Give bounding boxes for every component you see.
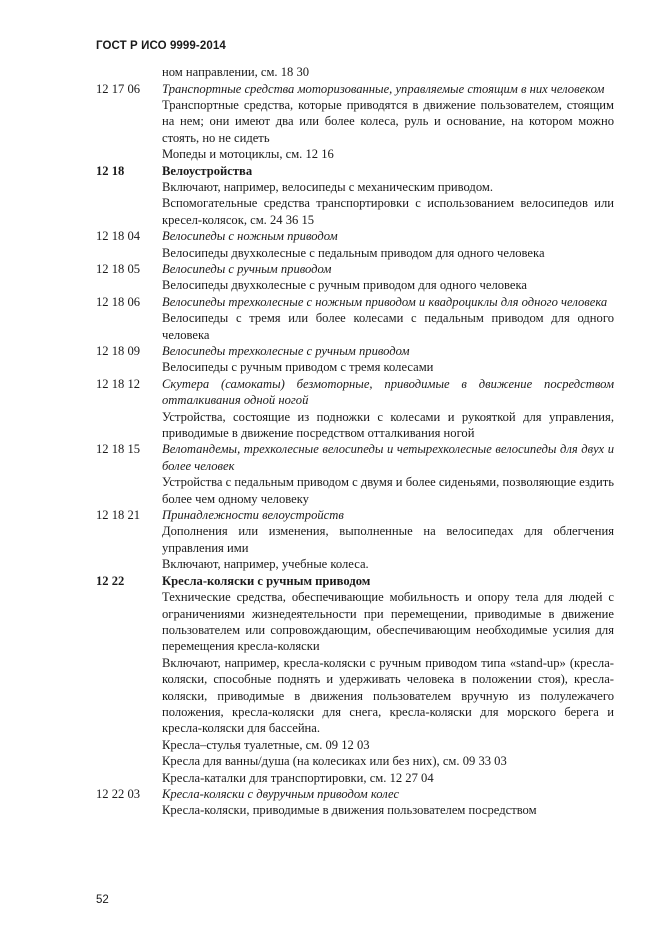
entry-code: 12 18 21 [96, 508, 141, 523]
entry-description: Дополнения или изменения, выполненные на велосипедах для облегчения управления ими [162, 524, 614, 555]
entry-body [162, 261, 614, 294]
entry-description: ном направлении, см. 18 30 [162, 65, 310, 79]
entry-body [162, 64, 614, 80]
entry-code: 12 22 03 [96, 786, 141, 801]
entry-description: Кресла-каталки для транспортировки, см. 12 27 04 [162, 770, 434, 785]
entry-title: Велосипеды трехколесные с ручным приводом [162, 344, 410, 358]
classification-entry [0, 441, 661, 507]
entry-code: 12 22 [96, 573, 125, 588]
entry-title: Велосипеды с ручным приводом [162, 261, 332, 276]
entry-title: Велотандемы, трехколесные велосипеды и четырехколесные велосипеды для двух и более человек [162, 442, 614, 473]
entry-title: Кресла-коляски с двуручным приводом колес [162, 786, 400, 801]
entry-body [162, 163, 614, 229]
entry-description: Кресла-коляски, приводимые в движения пользователем посредством [162, 803, 537, 818]
entry-description: Включают, например, велосипеды с механическим приводом. [162, 179, 493, 194]
entry-code: 12 18 06 [96, 294, 141, 309]
entry-description: Транспортные средства, которые приводятся в движение пользователем, стоящим на нем; они имеют два или более колеса, руль и основание, на котором можно стоять, но не сидеть [162, 97, 614, 145]
entry-code: 12 18 15 [96, 442, 141, 457]
entry-body [162, 294, 614, 343]
entry-description: Технические средства, обеспечивающие мобильность и опору тела для людей с ограничениями жизнедеятельности при перемещении, приводимые в движение пользователем или сопровождающим, обеспечивающим необходимые усилия для перемещения кресла-коляски [162, 590, 614, 654]
entry-body [162, 507, 614, 573]
classification-entry [0, 81, 661, 163]
entry-description: Вспомогательные средства транспортировки с использованием велосипедов или кресел-колясок, см. 24 36 15 [162, 196, 614, 227]
classification-entry [0, 376, 661, 442]
entry-body [162, 441, 614, 507]
entry-description: Включают, например, учебные колеса. [162, 557, 369, 572]
entry-description: Велосипеды с тремя или более колесами с педальным приводом для одного человека [162, 311, 614, 342]
classification-entry [0, 507, 661, 573]
entry-title: Принадлежности велоустройств [162, 508, 344, 523]
entry-body [162, 786, 614, 819]
classification-entry [0, 64, 661, 81]
entry-body [162, 343, 614, 376]
classification-entry [0, 261, 661, 294]
entry-body [162, 228, 614, 261]
entry-code: 12 18 12 [96, 376, 141, 391]
entry-description: Велосипеды двухколесные с педальным приводом для одного человека [162, 245, 545, 260]
standard-header: ГОСТ Р ИСО 9999-2014 [96, 40, 226, 52]
classification-entry [0, 343, 661, 376]
entry-description: Велосипеды с ручным приводом с тремя колесами [162, 360, 434, 375]
page-number: 52 [96, 894, 109, 906]
entry-body [162, 376, 614, 442]
entry-code: 12 18 04 [96, 229, 141, 244]
entry-description: Кресла для ванны/душа (на колесиках или без них), см. 09 33 03 [162, 754, 507, 769]
entry-code: 12 18 [96, 163, 125, 178]
entry-title: Скутера (самокаты) безмоторные, приводимые в движение посредством отталкивания одной ногой [162, 376, 614, 408]
entry-body [162, 81, 614, 163]
entry-description: Устройства, состоящие из подножки с колесами и рукояткой для управления, приводимые в движение посредством отталкивания ногой [162, 409, 614, 441]
entry-code: 12 17 06 [96, 81, 141, 96]
classification-entries [0, 64, 661, 819]
classification-entry [0, 786, 661, 819]
entry-title: Велоустройства [162, 163, 253, 178]
entry-body [162, 573, 614, 786]
entry-title: Кресла-коляски с ручным приводом [162, 573, 371, 588]
entry-description: Мопеды и мотоциклы, см. 12 16 [162, 147, 334, 162]
classification-entry [0, 163, 661, 229]
entry-description: Велосипеды двухколесные с ручным приводом для одного человека [162, 278, 528, 293]
classification-entry [0, 228, 661, 261]
entry-description: Включают, например, кресла-коляски с ручным приводом типа «stand-up» (кресла-коляски, способные поднять и удерживать человека в положении стоя), кресла-коляски, приводимые в движения пользователем вручную из полулежачего положения, кресла-коляски для снега, кресла-коляски для морского берега и кресла-коляски для бассейна. [162, 655, 614, 736]
classification-entry [0, 573, 661, 786]
entry-description: Устройства с педальным приводом с двумя и более сиденьями, позволяющие ездить более чем одному человеку [162, 475, 615, 506]
classification-entry [0, 294, 661, 343]
entry-code: 12 18 09 [96, 344, 141, 358]
entry-title: Транспортные средства моторизованные, управляемые стоящим в них человеком [162, 81, 605, 96]
entry-title: Велосипеды трехколесные с ножным приводом и квадроциклы для одного человека [162, 294, 608, 309]
entry-description: Кресла–стулья туалетные, см. 09 12 03 [162, 737, 370, 752]
entry-code: 12 18 05 [96, 261, 141, 276]
entry-title: Велосипеды с ножным приводом [162, 229, 338, 244]
